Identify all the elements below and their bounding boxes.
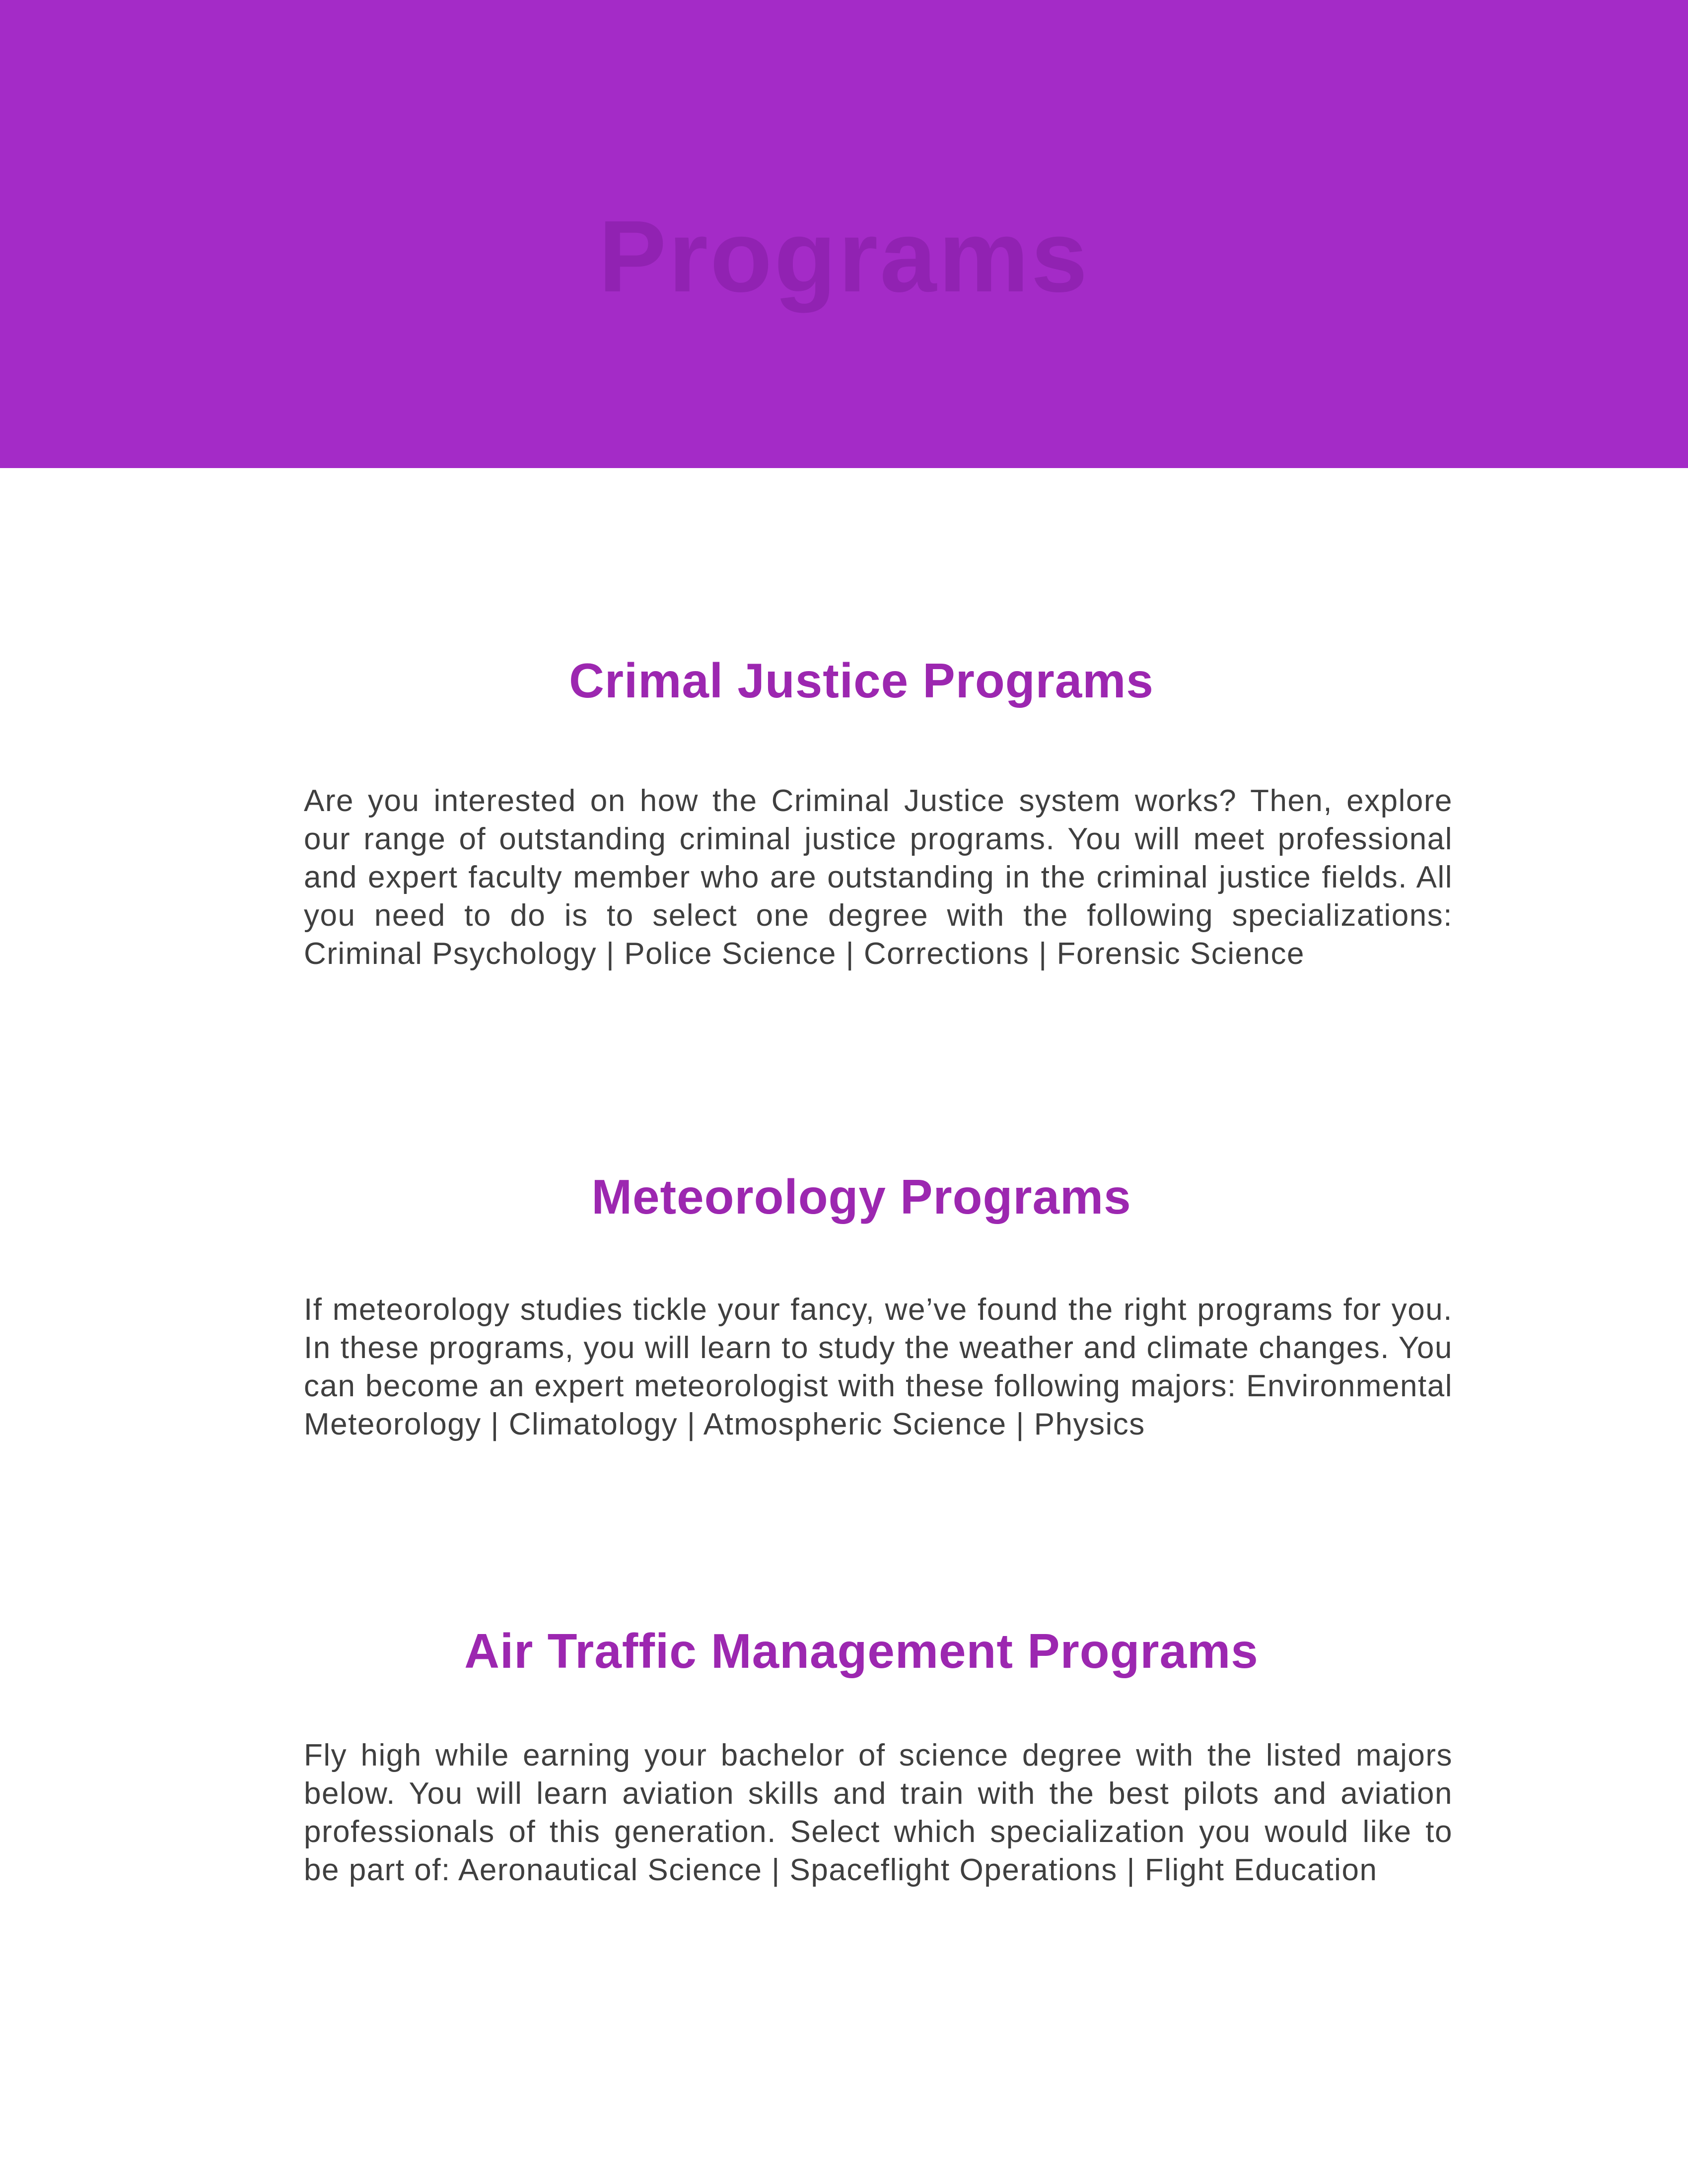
- section-body-meteorology: If meteorology studies tickle your fancy, we’ve found the right programs for you. In these programs, you will learn to study the weather and climate changes. You can become an expert meteorologist with these following majors: Environmental Meteorology | Climatology | Atmospheric Science | Physics: [304, 1293, 1453, 1441]
- page-header: [0, 0, 1688, 468]
- section-body-air-traffic-management: Fly high while earning your bachelor of science degree with the listed majors below. You will learn aviation skills and train with the best pilots and aviation professionals of this generation. Select which specialization you would like to be part of: Aeronautical Science | Spaceflight Operations | Flight Education: [304, 1738, 1453, 1887]
- section-body-criminal-justice: Are you interested on how the Criminal Justice system works? Then, explore our range of outstanding criminal justice programs. You will meet professional and expert faculty member who are outstanding in the criminal justice fields. All you need to do is to select one degree with the following specializations: Criminal Psychology | Police Science | Corrections | Forensic Science: [304, 784, 1453, 971]
- section-heading-meteorology: Meteorology Programs: [591, 1169, 1131, 1224]
- section-heading-criminal-justice: Crimal Justice Programs: [569, 653, 1154, 708]
- page-title: Programs: [598, 199, 1090, 313]
- section-heading-air-traffic-management: Air Traffic Management Programs: [464, 1624, 1259, 1678]
